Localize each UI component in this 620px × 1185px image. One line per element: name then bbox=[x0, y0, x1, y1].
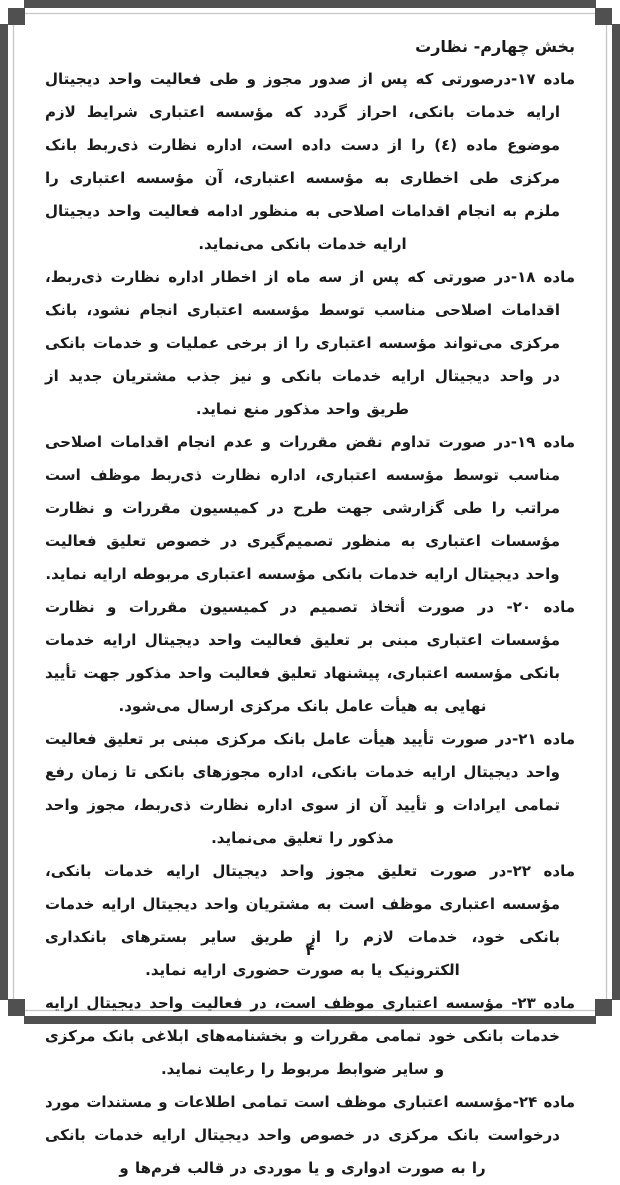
article-body: در صورت تعلیق مجوز واحد دیجیتال ارایه خدمات بانکی، مؤسسه اعتباری موظف است به مشتریان واحد دیجیتال ارایه خدمات بانکی خود، خدمات لازم را از طریق سایر بسترهای بانکداری الکترونیک یا به صورت حضوری ارایه نماید. bbox=[45, 862, 560, 979]
articles bbox=[45, 63, 575, 1185]
article-body: درصورتی که پس از صدور مجوز و طی فعالیت واحد دیجیتال ارایه خدمات بانکی، احراز گردد که مؤسسه اعتباری شرایط لازم موضوع ماده (٤) را از دست داده است، اداره نظارت ذی‌ربط بانک مرکزی طی اخطاری به مؤسسه اعتباری، آن مؤسسه اعتباری را ملزم به انجام اقدامات اصلاحی به منظور ادامه فعالیت واحد دیجیتال ارایه خدمات بانکی می‌نماید. bbox=[45, 70, 561, 253]
frame-corner-bottom-left bbox=[8, 999, 25, 1016]
article-label: ماده ۲۲- bbox=[506, 862, 575, 880]
article-label: ماده ۱۸- bbox=[510, 268, 576, 286]
article bbox=[45, 987, 575, 1086]
article-body: در صورت تأیید هیأت عامل بانک مرکزی مبنی بر تعلیق فعالیت واحد دیجیتال ارایه خدمات بانکی، اداره مجوزهای بانکی تا زمان رفع تمامی ایرادات و تأیید آن از سوی اداره نظارت ذی‌ربط، مجوز واحد مذکور را تعلیق می‌نماید. bbox=[45, 730, 560, 847]
article bbox=[45, 855, 575, 987]
article bbox=[45, 426, 575, 591]
article bbox=[45, 261, 575, 426]
page-content bbox=[45, 30, 576, 1177]
page-number: ۴ bbox=[305, 941, 315, 959]
frame-corner-bottom-right bbox=[595, 999, 612, 1016]
frame-bar-left bbox=[0, 24, 8, 1000]
article-body: مؤسسه اعتباری موظف است، در فعالیت واحد دیجیتال ارایه خدمات بانکی خود تمامی مقررات و بخشنامه‌های ابلاغی بانک مرکزی و سایر ضوابط مربوط را رعایت نماید. bbox=[45, 994, 560, 1078]
article-body: در صورتی که پس از سه ماه از اخطار اداره نظارت ذی‌ربط، اقدامات اصلاحی مناسب توسط مؤسسه اعتباری انجام نشود، بانک مرکزی می‌تواند مؤسسه اعتباری را از برخی عملیات و خدمات بانکی در واحد دیجیتال ارایه خدمات بانکی و نیز جذب مشتریان جدید از طریق واحد مذکور منع نماید. bbox=[45, 268, 560, 418]
article-body: در صورت أتخاذ تصمیم در کمیسیون مقررات و نظارت مؤسسات اعتباری مبنی بر تعلیق فعالیت واحد دیجیتال ارایه خدمات بانکی مؤسسه اعتباری، پیشنهاد تعلیق فعالیت واحد مذکور جهت تأیید نهایی به هیأت عامل بانک مرکزی ارسال می‌شود. bbox=[45, 598, 560, 715]
article-body: در صورت تداوم نقض مقررات و عدم انجام اقدامات اصلاحی مناسب توسط مؤسسه اعتباری، اداره نظارت ذی‌ربط موظف است مراتب را طی گزارشی جهت طرح در کمیسیون مقررات و نظارت مؤسسات اعتباری به منظور تصمیم‌گیری در خصوص تعلیق فعالیت واحد دیجیتال ارایه خدمات بانکی مؤسسه اعتباری مربوطه ارایه نماید. bbox=[45, 433, 560, 583]
article bbox=[45, 63, 575, 261]
frame-bar-top bbox=[24, 0, 596, 8]
section-title: بخش چهارم- نظارت bbox=[415, 37, 575, 56]
frame-corner-top-right bbox=[595, 8, 612, 25]
article-label: ماده ۲۴- bbox=[512, 1093, 575, 1111]
article bbox=[45, 723, 575, 855]
article-label: ماده ۱۹- bbox=[510, 433, 575, 451]
frame-bar-right bbox=[612, 24, 620, 1000]
article-body: مؤسسه اعتباری موظف است تمامی اطلاعات و مستندات مورد درخواست بانک مرکزی در خصوص واحد دیجیتال ارایه خدمات بانکی را به صورت ادواری و یا موردی در قالب فرم‌ها و bbox=[45, 1093, 560, 1177]
frame-corner-top-left bbox=[8, 8, 25, 25]
article-label: ماده ۱۷- bbox=[511, 70, 575, 88]
article-label: ماده ۲۱- bbox=[512, 730, 575, 748]
article bbox=[45, 1086, 575, 1185]
article-label: ماده ۲۰- bbox=[506, 598, 575, 616]
article-label: ماده ۲۳- bbox=[511, 994, 575, 1012]
article bbox=[45, 591, 575, 723]
